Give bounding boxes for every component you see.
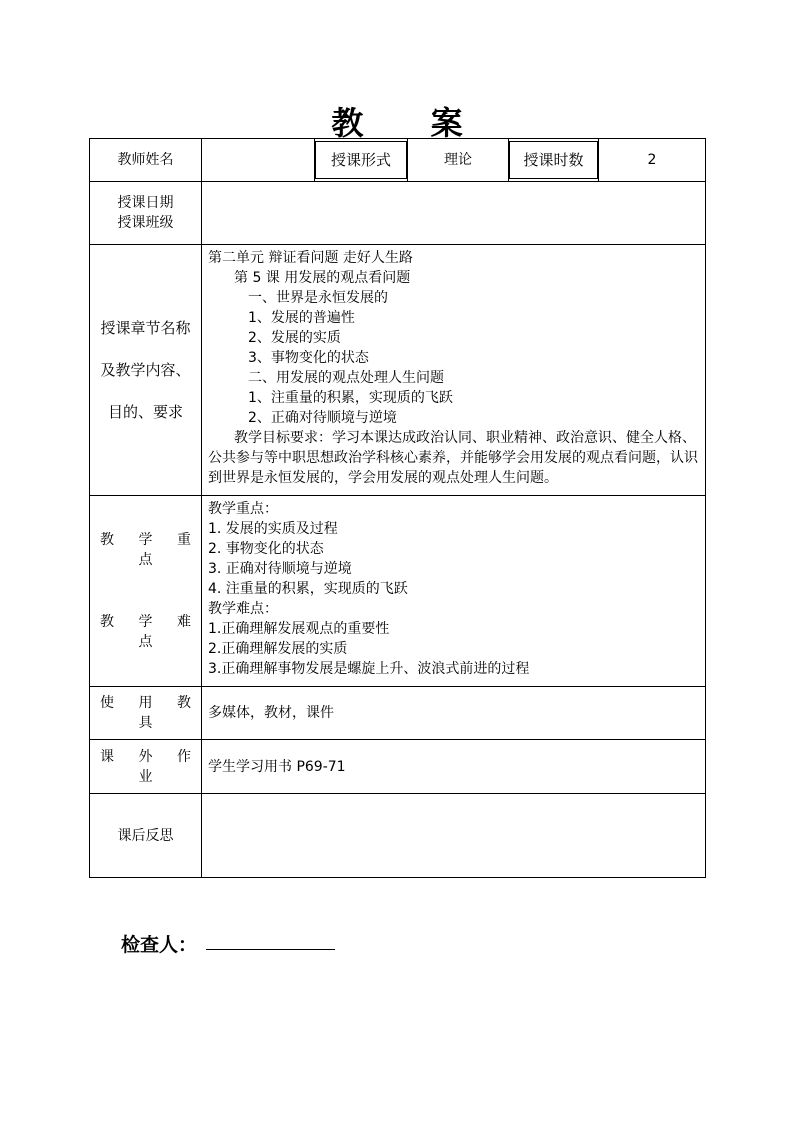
hours-label-cell <box>509 139 599 182</box>
outline-item: 2、发展的实质 <box>248 330 341 346</box>
date-class-value[interactable] <box>202 182 706 245</box>
key-point-label: 教 学 重 点 <box>100 532 201 568</box>
form-label-cell <box>315 139 408 182</box>
content-body <box>202 245 706 496</box>
row-date-class <box>90 182 706 245</box>
date-class-label <box>90 182 202 245</box>
checker-label: 检查人： <box>121 934 198 956</box>
outline-item: 二、用发展的观点处理人生问题 <box>248 370 444 386</box>
outline-item: 1、注重量的积累，实现质的飞跃 <box>248 390 453 406</box>
difficulty-item: 3.正确理解事物发展是螺旋上升、波浪式前进的过程 <box>208 661 530 677</box>
page-title: 教 案 <box>331 104 491 142</box>
key-item: 2. 事物变化的状态 <box>208 541 324 557</box>
outline-item: 一、世界是永恒发展的 <box>248 290 388 306</box>
key-points-label <box>90 496 202 687</box>
row-teacher-info <box>90 139 706 182</box>
homework-label: 课 外 作 业 <box>90 740 202 794</box>
class-label: 授课班级 <box>117 215 174 231</box>
outline-item: 1、发展的普遍性 <box>248 310 355 326</box>
key-item: 4. 注重量的积累，实现质的飞跃 <box>208 581 408 597</box>
content-label-line3: 目的、要求 <box>107 403 183 421</box>
form-label: 授课形式 <box>315 141 407 179</box>
lesson-title: 第 5 课 用发展的观点看问题 <box>234 270 411 286</box>
row-key-points <box>90 496 706 687</box>
hours-label: 授课时数 <box>509 141 598 179</box>
key-points-body <box>202 496 706 687</box>
difficulty-title: 教学难点： <box>208 601 278 617</box>
checker-signature-line[interactable] <box>206 949 335 950</box>
teaching-goal: 教学目标要求：学习本课达成政治认同、职业精神、政治意识、健全人格、公共参与等中职思想政治学科核心素养，并能够学会用发展的观点看问题，认识到世界是永恒发展的，学会用发展的观点处理人生问题。 <box>208 430 698 486</box>
homework-value[interactable]: 学生学习用书 P69-71 <box>202 740 706 794</box>
tools-label: 使 用 教 具 <box>90 687 202 740</box>
difficulty-item: 2.正确理解发展的实质 <box>208 641 348 657</box>
teacher-name-label: 教师姓名 <box>90 139 202 182</box>
difficulty-label: 教 学 难 点 <box>100 614 201 650</box>
difficulty-item: 1.正确理解发展观点的重要性 <box>208 621 390 637</box>
form-value[interactable]: 理论 <box>408 139 509 182</box>
date-label: 授课日期 <box>117 195 174 211</box>
row-homework <box>90 740 706 794</box>
key-title: 教学重点： <box>208 501 278 517</box>
tools-value[interactable]: 多媒体，教材，课件 <box>202 687 706 740</box>
reflection-label: 课后反思 <box>90 794 202 878</box>
row-tools <box>90 687 706 740</box>
row-reflection <box>90 794 706 878</box>
key-item: 1. 发展的实质及过程 <box>208 521 338 537</box>
row-content <box>90 245 706 496</box>
unit-title: 第二单元 辩证看问题 走好人生路 <box>208 250 413 266</box>
outline-item: 2、正确对待顺境与逆境 <box>248 410 397 426</box>
outline-item: 3、事物变化的状态 <box>248 350 369 366</box>
content-label <box>90 245 202 496</box>
lesson-plan-table <box>89 138 706 878</box>
key-item: 3. 正确对待顺境与逆境 <box>208 561 352 577</box>
reflection-value[interactable] <box>202 794 706 878</box>
teacher-name-value[interactable] <box>202 139 315 182</box>
hours-value[interactable]: 2 <box>599 139 706 182</box>
content-label-line1: 授课章节名称 <box>100 319 191 337</box>
content-label-line2: 及教学内容、 <box>100 361 191 379</box>
